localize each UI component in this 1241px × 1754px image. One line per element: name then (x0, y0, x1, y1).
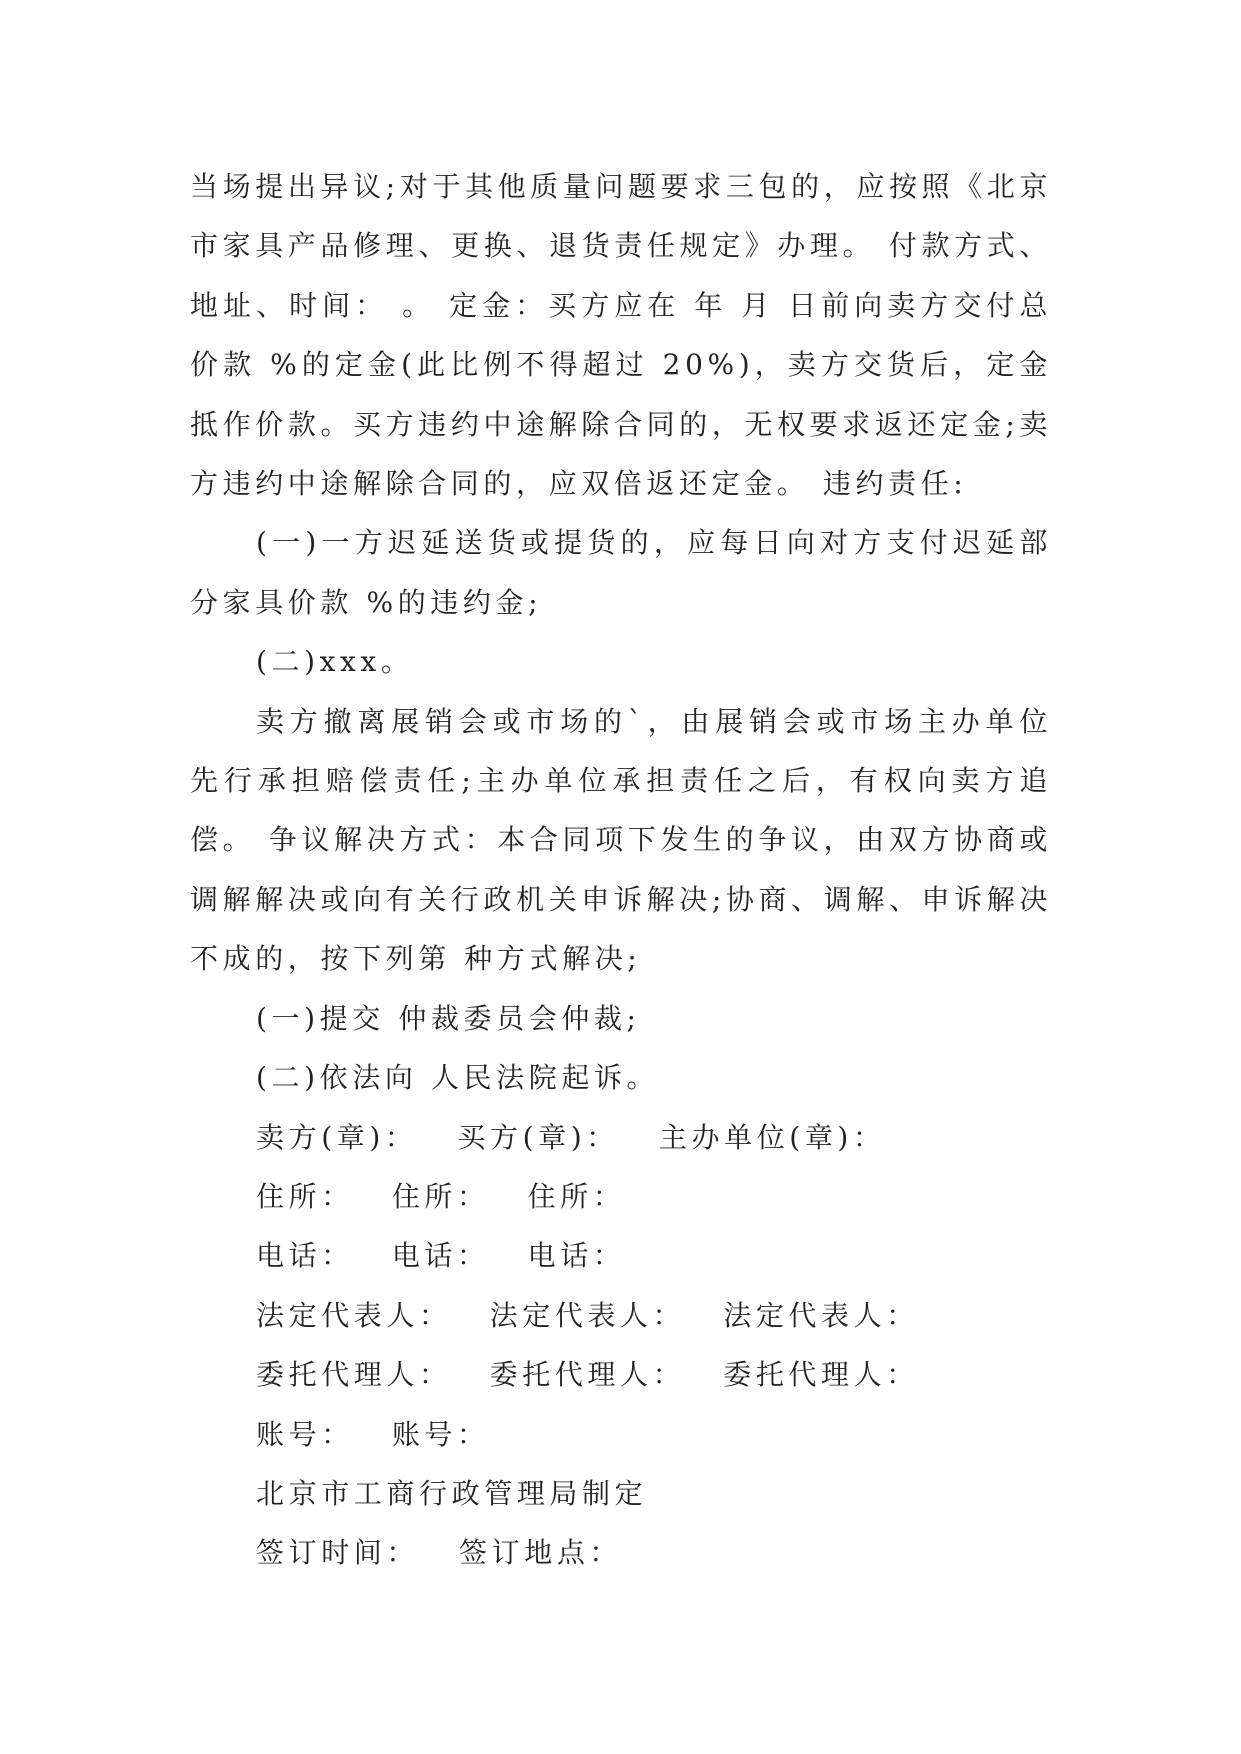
signature-seal-row (190, 1108, 1052, 1167)
seller-account-label: 账号： (256, 1417, 354, 1451)
signing-place-label: 签订地点： (459, 1536, 623, 1570)
signature-legal-rep-row (190, 1286, 1052, 1345)
paragraph-liability-1: (一)一方迟延送货或提货的，应每日向对方支付迟延部分家具价款 %的违约金; (190, 526, 1052, 619)
paragraph-arbitration-option: (一)提交 仲裁委员会仲裁; (256, 1001, 641, 1035)
signature-address-row (190, 1167, 1052, 1226)
organizer-legal-rep-label: 法定代表人： (723, 1298, 919, 1332)
signing-time-label: 签订时间： (256, 1536, 420, 1570)
signature-phone-row (190, 1226, 1052, 1285)
organizer-seal-label: 主办单位(章)： (658, 1120, 886, 1154)
organizer-phone-label: 电话： (527, 1239, 626, 1273)
seller-legal-rep-label: 法定代表人： (256, 1298, 452, 1332)
organizer-agent-label: 委托代理人： (723, 1358, 919, 1392)
paragraph-dispute-resolution: 卖方撤离展销会或市场的`，由展销会或市场主办单位先行承担赔偿责任;主办单位承担责任之后，有权向卖方追偿。 争议解决方式：本合同项下发生的争议，由双方协商或调解解决或向有关行政机关申诉解决;协商、调解、申诉解决不成的，按下列第 种方式解决; (190, 704, 1052, 976)
seller-address-label: 住所： (256, 1179, 354, 1213)
document-body (190, 157, 1052, 1583)
seller-agent-label: 委托代理人： (256, 1358, 452, 1392)
signature-account-row (190, 1405, 1052, 1464)
paragraph-payment-deposit: 当场提出异议;对于其他质量问题要求三包的，应按照《北京市家具产品修理、更换、退货责任规定》办理。 付款方式、地址、时间： 。 定金：买方应在 年 月 日前向卖方交付总价款 %的定金(此比例不得超过 20%)，卖方交货后，定金抵作价款。买方违约中途解除合同的，无权要求返还定金;卖方违约中途解除合同的，应双倍返还定金。 违约责任: (190, 170, 1052, 501)
issuer-line: 北京市工商行政管理局制定 (256, 1476, 648, 1510)
signing-time-place-row (190, 1523, 1052, 1582)
buyer-account-label: 账号： (391, 1417, 490, 1451)
buyer-agent-label: 委托代理人： (489, 1358, 686, 1392)
paragraph-court-option: (二)依法向 人民法院起诉。 (256, 1061, 660, 1095)
organizer-address-label: 住所： (527, 1179, 626, 1213)
seller-seal-label: 卖方(章)： (256, 1120, 418, 1154)
buyer-legal-rep-label: 法定代表人： (489, 1298, 686, 1332)
buyer-seal-label: 买方(章)： (457, 1120, 619, 1154)
seller-phone-label: 电话： (256, 1239, 354, 1273)
signature-agent-row (190, 1345, 1052, 1404)
paragraph-liability-2: (二)xxx。 (256, 645, 414, 679)
buyer-phone-label: 电话： (391, 1239, 490, 1273)
buyer-address-label: 住所： (391, 1179, 490, 1213)
